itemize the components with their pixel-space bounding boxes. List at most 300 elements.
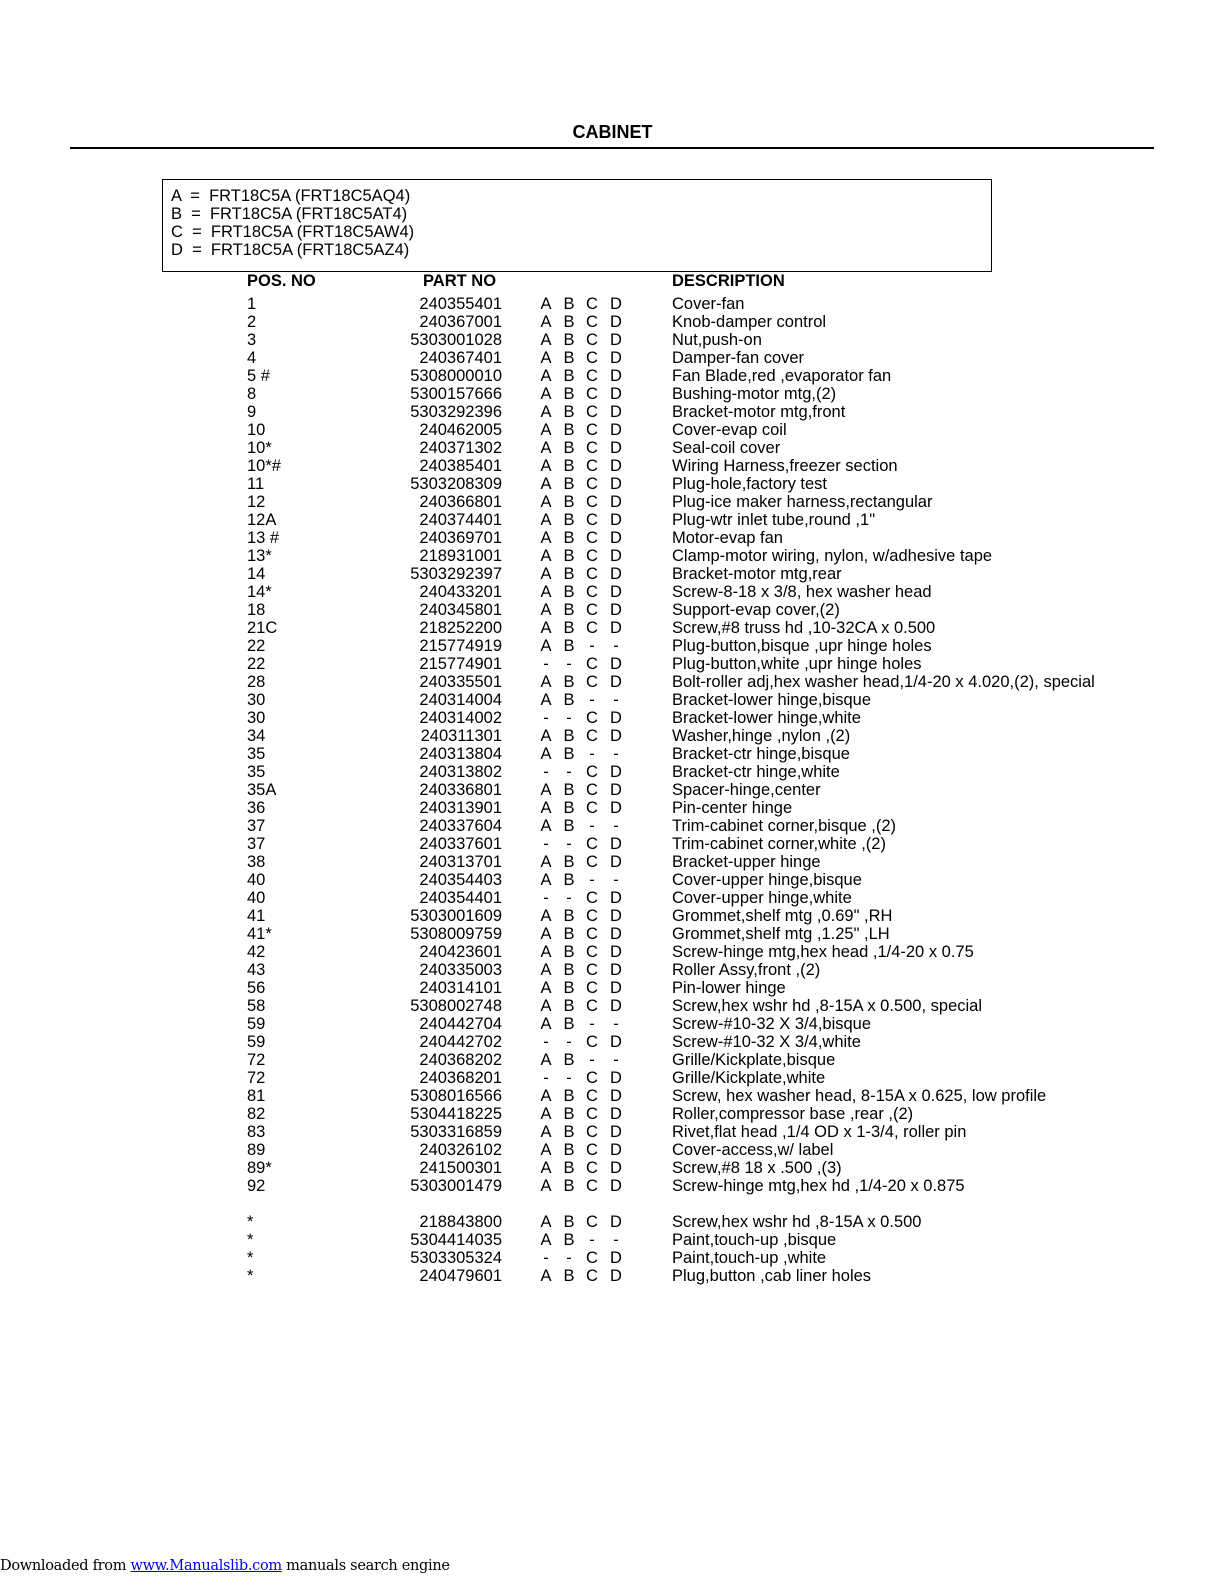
model-flag-cell: A	[540, 727, 552, 745]
table-row	[0, 367, 1225, 385]
pos-no-cell: 40	[247, 889, 266, 907]
part-no-cell: 5308000010	[410, 367, 502, 385]
part-no-cell: 240442704	[419, 1015, 502, 1033]
pos-no-cell: 10*	[247, 439, 272, 457]
part-no-cell: 5303001479	[410, 1177, 502, 1195]
model-flag-cell: D	[610, 547, 622, 565]
model-flag-cell: -	[543, 655, 549, 673]
table-row	[0, 385, 1225, 403]
description-cell: Pin-lower hinge	[672, 979, 786, 997]
model-flag-cell: B	[563, 511, 575, 529]
pos-no-cell: 35A	[247, 781, 277, 799]
part-no-cell: 240423601	[419, 943, 502, 961]
header-part-no: PART NO	[423, 272, 497, 290]
part-no-cell: 240368201	[419, 1069, 502, 1087]
model-flag-cell: D	[610, 799, 622, 817]
part-no-cell: 240367401	[419, 349, 502, 367]
model-flag-cell: A	[540, 1267, 552, 1285]
model-flag-cell: B	[563, 421, 575, 439]
model-flag-cell: D	[610, 835, 622, 853]
table-row	[0, 1033, 1225, 1051]
model-flag-cell: B	[563, 781, 575, 799]
part-no-cell: 218843800	[419, 1213, 502, 1231]
model-flag-cell: C	[586, 1249, 598, 1267]
legend-row-a: A = FRT18C5A (FRT18C5AQ4)	[171, 187, 411, 205]
model-flag-cell: A	[540, 313, 552, 331]
description-cell: Bracket-ctr hinge,white	[672, 763, 840, 781]
model-flag-cell: C	[586, 655, 598, 673]
description-cell: Plug,button ,cab liner holes	[672, 1267, 872, 1285]
pos-no-cell: 72	[247, 1069, 266, 1087]
part-no-cell: 5300157666	[410, 385, 502, 403]
model-flag-cell: B	[563, 547, 575, 565]
model-flag-cell: B	[563, 871, 575, 889]
table-row	[0, 889, 1225, 907]
legend-row-b: B = FRT18C5A (FRT18C5AT4)	[171, 205, 408, 223]
model-flag-cell: C	[586, 907, 598, 925]
table-row	[0, 1051, 1225, 1069]
model-legend	[162, 179, 992, 272]
model-flag-cell: A	[540, 1177, 552, 1195]
description-cell: Screw, hex washer head, 8-15A x 0.625, low profile	[672, 1087, 1047, 1105]
description-cell: Pin-center hinge	[672, 799, 793, 817]
model-flag-cell: B	[563, 475, 575, 493]
model-flag-cell: A	[540, 547, 552, 565]
model-flag-cell: A	[540, 943, 552, 961]
model-flag-cell: C	[586, 619, 598, 637]
model-flag-cell: B	[563, 1141, 575, 1159]
pos-no-cell: 18	[247, 601, 266, 619]
model-flag-cell: A	[540, 1159, 552, 1177]
model-flag-cell: C	[586, 295, 598, 313]
pos-no-cell: 3	[247, 331, 257, 349]
model-flag-cell: A	[540, 1105, 552, 1123]
model-flag-cell: A	[540, 907, 552, 925]
model-flag-cell: -	[589, 871, 595, 889]
table-row	[0, 421, 1225, 439]
model-flag-cell: -	[613, 637, 619, 655]
model-flag-cell: -	[589, 1015, 595, 1033]
model-flag-cell: B	[563, 493, 575, 511]
model-flag-cell: C	[586, 1141, 598, 1159]
model-flag-cell: C	[586, 709, 598, 727]
description-cell: Grille/Kickplate,bisque	[672, 1051, 836, 1069]
pos-no-cell: 92	[247, 1177, 266, 1195]
pos-no-cell: 89*	[247, 1159, 272, 1177]
model-flag-cell: C	[586, 421, 598, 439]
model-flag-cell: C	[586, 1213, 598, 1231]
pos-no-cell: 12	[247, 493, 266, 511]
model-flag-cell: -	[589, 637, 595, 655]
table-row	[0, 781, 1225, 799]
model-flag-cell: B	[563, 817, 575, 835]
model-flag-cell: D	[610, 1123, 622, 1141]
model-flag-cell: C	[586, 511, 598, 529]
model-flag-cell: B	[563, 313, 575, 331]
table-row	[0, 835, 1225, 853]
model-flag-cell: B	[563, 601, 575, 619]
model-flag-cell: B	[563, 1177, 575, 1195]
model-flag-cell: A	[540, 997, 552, 1015]
footer-suffix: manuals search engine	[281, 1558, 450, 1574]
model-flag-cell: C	[586, 403, 598, 421]
model-flag-cell: A	[540, 295, 552, 313]
part-no-cell: 240326102	[419, 1141, 502, 1159]
part-no-cell: 240354401	[419, 889, 502, 907]
model-flag-cell: A	[540, 673, 552, 691]
description-cell: Trim-cabinet corner,bisque ,(2)	[672, 817, 897, 835]
model-flag-cell: D	[610, 727, 622, 745]
part-no-cell: 218931001	[419, 547, 502, 565]
description-cell: Wiring Harness,freezer section	[672, 457, 898, 475]
pos-no-cell: 36	[247, 799, 266, 817]
part-no-cell: 5303292396	[410, 403, 502, 421]
model-flag-cell: B	[563, 385, 575, 403]
description-cell: Screw,#8 truss hd ,10-32CA x 0.500	[672, 619, 936, 637]
model-flag-cell: D	[610, 511, 622, 529]
table-row	[0, 1159, 1225, 1177]
description-cell: Knob-damper control	[672, 313, 827, 331]
table-row	[0, 745, 1225, 763]
model-flag-cell: C	[586, 799, 598, 817]
pos-no-cell: 5 #	[247, 367, 270, 385]
table-row	[0, 547, 1225, 565]
part-no-cell: 5308016566	[410, 1087, 502, 1105]
table-row	[0, 1123, 1225, 1141]
model-flag-cell: C	[586, 925, 598, 943]
page-title: CABINET	[572, 122, 653, 142]
part-no-cell: 240368202	[419, 1051, 502, 1069]
pos-no-cell: 41	[247, 907, 266, 925]
model-flag-cell: -	[589, 691, 595, 709]
model-flag-cell: A	[540, 1231, 552, 1249]
description-cell: Bracket-motor mtg,rear	[672, 565, 842, 583]
table-row	[0, 817, 1225, 835]
description-cell: Washer,hinge ,nylon ,(2)	[672, 727, 851, 745]
model-flag-cell: C	[586, 493, 598, 511]
part-no-cell: 5303292397	[410, 565, 502, 583]
pos-no-cell: 11	[247, 475, 265, 493]
model-flag-cell: C	[586, 943, 598, 961]
model-flag-cell: -	[566, 889, 572, 907]
description-cell: Support-evap cover,(2)	[672, 601, 840, 619]
pos-no-cell: 59	[247, 1033, 266, 1051]
model-flag-cell: B	[563, 367, 575, 385]
model-flag-cell: C	[586, 1267, 598, 1285]
model-flag-cell: -	[589, 745, 595, 763]
pos-no-cell: 30	[247, 709, 266, 727]
model-flag-cell: B	[563, 619, 575, 637]
table-row	[0, 1087, 1225, 1105]
model-flag-cell: D	[610, 925, 622, 943]
description-cell: Fan Blade,red ,evaporator fan	[672, 367, 892, 385]
table-row	[0, 907, 1225, 925]
pos-no-cell: 1	[247, 295, 257, 313]
pos-no-cell: *	[247, 1249, 254, 1267]
model-flag-cell: C	[586, 565, 598, 583]
model-flag-cell: B	[563, 943, 575, 961]
model-flag-cell: B	[563, 529, 575, 547]
table-row	[0, 1069, 1225, 1087]
table-row	[0, 1267, 1225, 1285]
part-no-cell: 240367001	[419, 313, 502, 331]
model-flag-cell: C	[586, 763, 598, 781]
description-cell: Bracket-motor mtg,front	[672, 403, 846, 421]
model-flag-cell: A	[540, 817, 552, 835]
pos-no-cell: *	[247, 1231, 254, 1249]
part-no-cell: 218252200	[419, 619, 502, 637]
model-flag-cell: B	[563, 979, 575, 997]
model-flag-cell: D	[610, 295, 622, 313]
model-flag-cell: B	[563, 1231, 575, 1249]
table-row	[0, 583, 1225, 601]
model-flag-cell: D	[610, 313, 622, 331]
model-flag-cell: D	[610, 979, 622, 997]
model-flag-cell: D	[610, 997, 622, 1015]
model-flag-cell: C	[586, 1177, 598, 1195]
model-flag-cell: C	[586, 439, 598, 457]
model-flag-cell: D	[610, 1159, 622, 1177]
manualslib-link[interactable]: www.Manualslib.com	[130, 1558, 282, 1574]
model-flag-cell: -	[613, 691, 619, 709]
description-cell: Grommet,shelf mtg ,0.69" ,RH	[672, 907, 893, 925]
model-flag-cell: A	[540, 1213, 552, 1231]
model-flag-cell: -	[613, 745, 619, 763]
model-flag-cell: C	[586, 601, 598, 619]
model-flag-cell: D	[610, 331, 622, 349]
pos-no-cell: 8	[247, 385, 257, 403]
description-cell: Screw,hex wshr hd ,8-15A x 0.500, special	[672, 997, 983, 1015]
model-flag-cell: D	[610, 565, 622, 583]
part-no-cell: 240337604	[419, 817, 502, 835]
table-row	[0, 871, 1225, 889]
model-flag-cell: A	[540, 385, 552, 403]
model-flag-cell: D	[610, 439, 622, 457]
table-row	[0, 529, 1225, 547]
model-flag-cell: A	[540, 979, 552, 997]
description-cell: Plug-wtr inlet tube,round ,1"	[672, 511, 876, 529]
model-flag-cell: A	[540, 853, 552, 871]
description-cell: Motor-evap fan	[672, 529, 783, 547]
description-cell: Roller Assy,front ,(2)	[672, 961, 821, 979]
model-flag-cell: D	[610, 961, 622, 979]
part-no-cell: 240371302	[419, 439, 502, 457]
model-flag-cell: A	[540, 745, 552, 763]
model-flag-cell: D	[610, 349, 622, 367]
parts-list	[0, 295, 1225, 1285]
model-flag-cell: C	[586, 727, 598, 745]
table-row	[0, 1177, 1225, 1195]
model-flag-cell: -	[589, 1051, 595, 1069]
model-flag-cell: A	[540, 439, 552, 457]
pos-no-cell: 34	[247, 727, 266, 745]
description-cell: Screw-8-18 x 3/8, hex washer head	[672, 583, 932, 601]
description-cell: Trim-cabinet corner,white ,(2)	[672, 835, 886, 853]
description-cell: Nut,push-on	[672, 331, 762, 349]
table-row	[0, 997, 1225, 1015]
part-no-cell: 240313802	[419, 763, 502, 781]
model-flag-cell: D	[610, 781, 622, 799]
table-row	[0, 313, 1225, 331]
header-pos-no: POS. NO	[247, 272, 316, 290]
model-flag-cell: D	[610, 1177, 622, 1195]
model-flag-cell: D	[610, 385, 622, 403]
description-cell: Bracket-lower hinge,white	[672, 709, 861, 727]
legend-row-d: D = FRT18C5A (FRT18C5AZ4)	[171, 241, 410, 259]
pos-no-cell: 28	[247, 673, 266, 691]
model-flag-cell: B	[563, 583, 575, 601]
pos-no-cell: 81	[247, 1087, 266, 1105]
model-flag-cell: B	[563, 331, 575, 349]
table-row	[0, 601, 1225, 619]
part-no-cell: 240433201	[419, 583, 502, 601]
table-row	[0, 475, 1225, 493]
part-no-cell: 240354403	[419, 871, 502, 889]
table-row	[0, 619, 1225, 637]
model-flag-cell: B	[563, 961, 575, 979]
part-no-cell: 240336801	[419, 781, 502, 799]
description-cell: Cover-upper hinge,white	[672, 889, 852, 907]
model-flag-cell: C	[586, 583, 598, 601]
pos-no-cell: 14	[247, 565, 266, 583]
model-flag-cell: -	[543, 889, 549, 907]
part-no-cell: 240366801	[419, 493, 502, 511]
part-no-cell: 5303001028	[410, 331, 502, 349]
description-cell: Clamp-motor wiring, nylon, w/adhesive tape	[672, 547, 993, 565]
model-flag-cell: -	[543, 835, 549, 853]
model-flag-cell: C	[586, 961, 598, 979]
model-flag-cell: A	[540, 619, 552, 637]
model-flag-cell: B	[563, 1087, 575, 1105]
part-no-cell: 215774901	[419, 655, 502, 673]
model-flag-cell: C	[586, 889, 598, 907]
pos-no-cell: 56	[247, 979, 266, 997]
model-flag-cell: -	[566, 835, 572, 853]
part-no-cell: 240313701	[419, 853, 502, 871]
model-flag-cell: B	[563, 853, 575, 871]
description-cell: Paint,touch-up ,bisque	[672, 1231, 837, 1249]
table-row	[0, 1231, 1225, 1249]
description-cell: Spacer-hinge,center	[672, 781, 821, 799]
model-flag-cell: B	[563, 1015, 575, 1033]
model-flag-cell: A	[540, 961, 552, 979]
table-row	[0, 943, 1225, 961]
model-flag-cell: A	[540, 529, 552, 547]
description-cell: Damper-fan cover	[672, 349, 805, 367]
table-row	[0, 655, 1225, 673]
table-row	[0, 979, 1225, 997]
model-flag-cell: B	[563, 349, 575, 367]
model-flag-cell: A	[540, 583, 552, 601]
pos-no-cell: 10*#	[247, 457, 281, 475]
model-flag-cell: B	[563, 799, 575, 817]
table-row	[0, 763, 1225, 781]
pos-no-cell: 13*	[247, 547, 272, 565]
model-flag-cell: D	[610, 475, 622, 493]
description-cell: Bracket-lower hinge,bisque	[672, 691, 872, 709]
model-flag-cell: A	[540, 637, 552, 655]
part-no-cell: 240335003	[419, 961, 502, 979]
model-flag-cell: C	[586, 853, 598, 871]
model-flag-cell: D	[610, 403, 622, 421]
pos-no-cell: *	[247, 1213, 254, 1231]
pos-no-cell: 43	[247, 961, 266, 979]
table-row	[0, 565, 1225, 583]
model-flag-cell: C	[586, 1069, 598, 1087]
pos-no-cell: 2	[247, 313, 257, 331]
model-flag-cell: B	[563, 691, 575, 709]
model-flag-cell: -	[613, 817, 619, 835]
part-no-cell: 5308002748	[410, 997, 502, 1015]
part-no-cell: 5303305324	[410, 1249, 502, 1267]
table-row	[0, 403, 1225, 421]
table-row	[0, 727, 1225, 745]
part-no-cell: 240337601	[419, 835, 502, 853]
pos-no-cell: 30	[247, 691, 266, 709]
model-flag-cell: A	[540, 331, 552, 349]
model-flag-cell: D	[610, 673, 622, 691]
part-no-cell: 240345801	[419, 601, 502, 619]
model-flag-cell: -	[543, 1249, 549, 1267]
model-flag-cell: -	[566, 763, 572, 781]
table-row	[0, 961, 1225, 979]
table-row	[0, 637, 1225, 655]
model-flag-cell: D	[610, 1249, 622, 1267]
part-no-cell: 5304418225	[410, 1105, 502, 1123]
pos-no-cell: 72	[247, 1051, 266, 1069]
table-row	[0, 1015, 1225, 1033]
description-cell: Seal-coil cover	[672, 439, 781, 457]
table-row	[0, 511, 1225, 529]
description-cell: Rivet,flat head ,1/4 OD x 1-3/4, roller pin	[672, 1123, 967, 1141]
model-flag-cell: A	[540, 799, 552, 817]
footer-prefix: Downloaded from	[0, 1558, 131, 1574]
model-flag-cell: D	[610, 367, 622, 385]
model-flag-cell: A	[540, 871, 552, 889]
model-flag-cell: B	[563, 295, 575, 313]
pos-no-cell: 40	[247, 871, 266, 889]
part-no-cell: 240369701	[419, 529, 502, 547]
model-flag-cell: B	[563, 1051, 575, 1069]
legend-row-c: C = FRT18C5A (FRT18C5AW4)	[171, 223, 415, 241]
part-no-cell: 215774919	[419, 637, 502, 655]
description-cell: Grommet,shelf mtg ,1.25" ,LH	[672, 925, 890, 943]
part-no-cell: 240462005	[419, 421, 502, 439]
pos-no-cell: 21C	[247, 619, 278, 637]
model-flag-cell: C	[586, 529, 598, 547]
model-flag-cell: B	[563, 439, 575, 457]
pos-no-cell: 38	[247, 853, 266, 871]
model-flag-cell: B	[563, 745, 575, 763]
description-cell: Cover-upper hinge,bisque	[672, 871, 862, 889]
description-cell: Bracket-ctr hinge,bisque	[672, 745, 850, 763]
model-flag-cell: C	[586, 1159, 598, 1177]
pos-no-cell: 58	[247, 997, 266, 1015]
model-flag-cell: D	[610, 421, 622, 439]
model-flag-cell: B	[563, 727, 575, 745]
model-flag-cell: -	[613, 1051, 619, 1069]
model-flag-cell: A	[540, 1087, 552, 1105]
model-flag-cell: B	[563, 637, 575, 655]
model-flag-cell: -	[589, 1231, 595, 1249]
description-cell: Screw,#8 18 x .500 ,(3)	[672, 1159, 842, 1177]
title-rule	[70, 147, 1154, 149]
model-flag-cell: -	[566, 655, 572, 673]
pos-no-cell: 42	[247, 943, 266, 961]
model-flag-cell: C	[586, 313, 598, 331]
description-cell: Plug-button,bisque ,upr hinge holes	[672, 637, 932, 655]
model-flag-cell: B	[563, 403, 575, 421]
